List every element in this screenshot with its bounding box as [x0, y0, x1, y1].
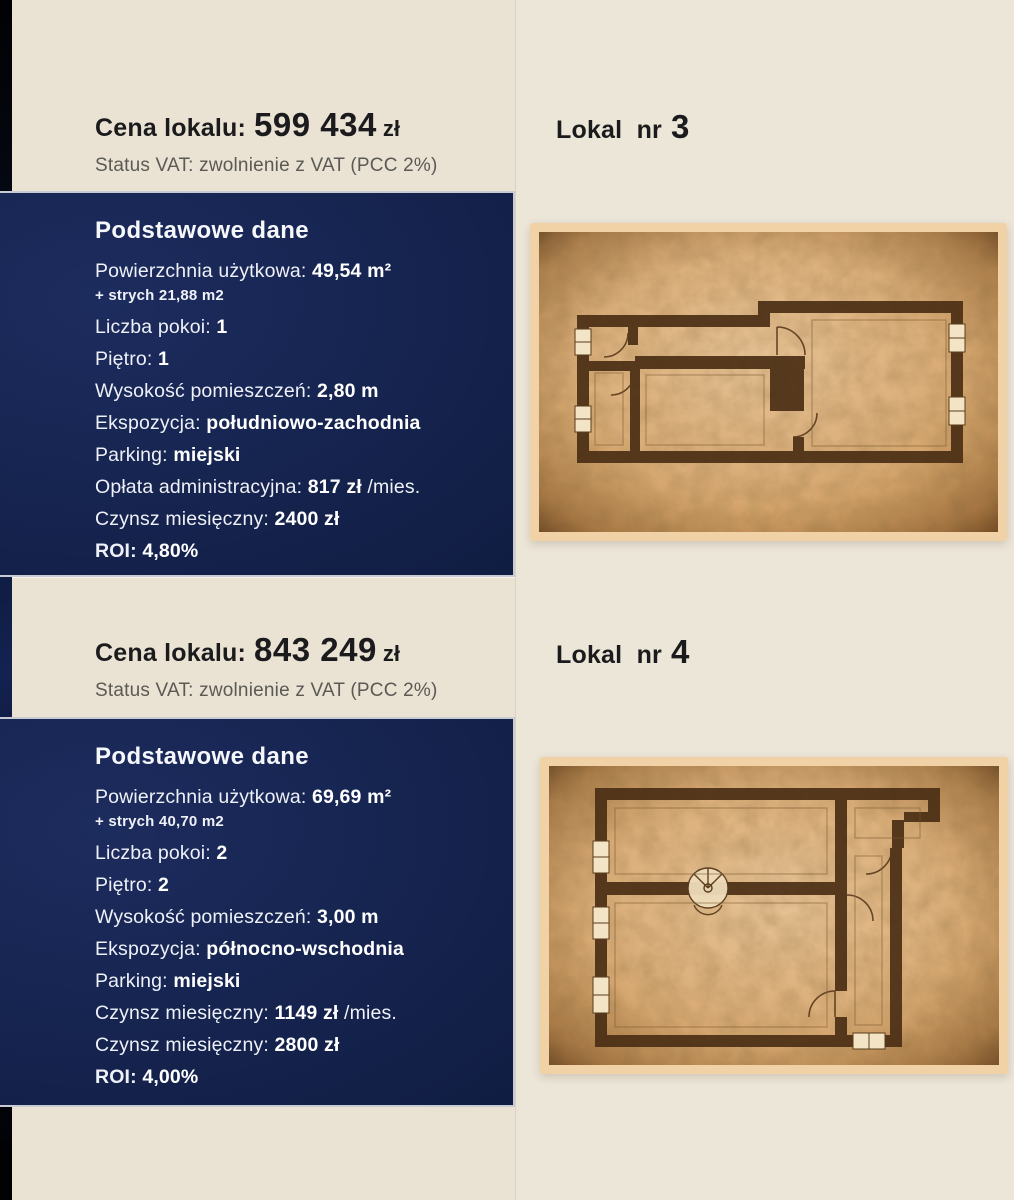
attic-note: + strych 21,88 m2 [95, 287, 224, 304]
detail-row-parking [95, 968, 501, 994]
detail-value: 817 zł [307, 476, 362, 498]
detail-row-rooms [95, 840, 501, 866]
detail-value: 2800 zł [274, 1034, 340, 1056]
unit-label: Lokal nr [556, 641, 662, 669]
detail-row-parking [95, 442, 501, 468]
detail-value: 4,00% [142, 1066, 199, 1088]
floorplan-lokal-4-image [540, 757, 1008, 1074]
detail-suffix: /mies. [338, 1002, 397, 1024]
detail-row-floor [95, 346, 501, 372]
detail-value: 1 [216, 316, 228, 338]
detail-row-height [95, 378, 501, 404]
detail-label: Piętro: [95, 874, 153, 896]
attic-note: + strych 40,70 m2 [95, 813, 224, 830]
detail-value: 1 [158, 348, 169, 370]
unit-label: Lokal nr [556, 116, 662, 144]
detail-value: 49,54 m² [311, 260, 392, 282]
price-value: 843 249 [254, 631, 377, 668]
detail-row-roi [95, 538, 501, 564]
panel-title: Podstawowe dane [95, 217, 310, 244]
detail-label: Liczba pokoi: [95, 842, 211, 864]
price-line-lokal-3 [95, 106, 400, 144]
detail-row-rent [95, 1032, 501, 1058]
detail-value: 2400 zł [274, 508, 340, 530]
detail-value: 2,80 m [317, 380, 379, 402]
detail-row-admin-fee [95, 474, 501, 500]
detail-label: ROI: [95, 1066, 137, 1088]
detail-label: Czynsz miesięczny: [95, 508, 269, 530]
detail-row-rent [95, 506, 501, 532]
detail-row-height [95, 904, 501, 930]
price-label: Cena lokalu: [95, 114, 247, 142]
vat-status: Status VAT: zwolnienie z VAT (PCC 2%) [95, 155, 438, 176]
unit-number: 3 [671, 108, 690, 145]
detail-value: 2 [158, 874, 169, 896]
detail-row-exposure [95, 410, 501, 436]
detail-value: północno-wschodnia [206, 938, 404, 960]
detail-label: Powierzchnia użytkowa: [95, 260, 307, 282]
detail-row-rent-monthly [95, 1000, 501, 1026]
vat-status: Status VAT: zwolnienie z VAT (PCC 2%) [95, 680, 438, 701]
price-label: Cena lokalu: [95, 639, 247, 667]
detail-value: 4,80% [142, 540, 199, 562]
detail-value: 3,00 m [317, 906, 379, 928]
detail-value: 1149 zł [274, 1002, 339, 1024]
detail-label: Czynsz miesięczny: [95, 1034, 269, 1056]
detail-value: 69,69 m² [311, 786, 392, 808]
price-currency: zł [382, 116, 400, 141]
panel-title: Podstawowe dane [95, 743, 310, 770]
detail-label: Liczba pokoi: [95, 316, 211, 338]
detail-row-area [95, 784, 501, 810]
detail-label: Ekspozycja: [95, 938, 201, 960]
detail-label: Ekspozycja: [95, 412, 201, 434]
unit-number: 4 [671, 633, 690, 670]
detail-suffix: /mies. [361, 476, 421, 498]
unit-title-lokal-4 [556, 633, 689, 671]
detail-label: Czynsz miesięczny: [95, 1002, 269, 1024]
floorplan-lokal-3-image [530, 223, 1007, 541]
floorplan-lokal-3 [530, 223, 1007, 541]
detail-value: 2 [216, 842, 228, 864]
detail-row-exposure [95, 936, 501, 962]
detail-row-floor [95, 872, 501, 898]
detail-label: Parking: [95, 444, 168, 466]
detail-label: Opłata administracyjna: [95, 476, 303, 498]
detail-label: ROI: [95, 540, 137, 562]
detail-label: Piętro: [95, 348, 153, 370]
detail-value: miejski [173, 444, 241, 466]
detail-value: południowo-zachodnia [206, 412, 421, 434]
detail-value: miejski [173, 970, 241, 992]
detail-row-rooms [95, 314, 501, 340]
footer-card [12, 1107, 515, 1200]
unit-title-lokal-3 [556, 108, 689, 146]
details-panel-lokal-3 [0, 191, 515, 577]
detail-label: Wysokość pomieszczeń: [95, 380, 312, 402]
price-line-lokal-4 [95, 631, 400, 669]
detail-row-roi [95, 1064, 501, 1090]
price-currency: zł [382, 641, 400, 666]
price-value: 599 434 [254, 106, 377, 143]
detail-label: Powierzchnia użytkowa: [95, 786, 307, 808]
detail-label: Parking: [95, 970, 168, 992]
detail-row-area [95, 258, 501, 284]
detail-label: Wysokość pomieszczeń: [95, 906, 312, 928]
floorplan-lokal-4 [540, 757, 1008, 1074]
details-panel-lokal-4 [0, 717, 515, 1107]
